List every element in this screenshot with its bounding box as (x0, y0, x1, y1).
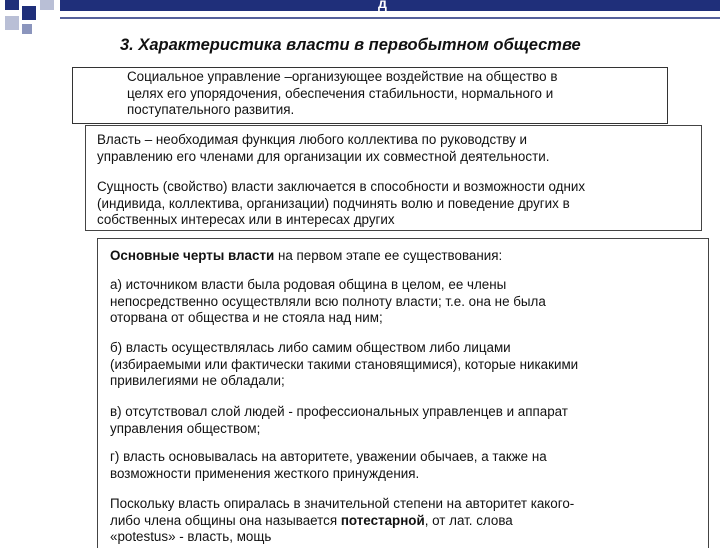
feature-item-c (110, 404, 716, 437)
text-line: возможности применения жесткого принуждения. (110, 465, 420, 481)
essence-text (97, 179, 713, 229)
header-bar (60, 0, 720, 11)
text-line (110, 512, 716, 530)
text-line: оторвана от общества и не стояла над ним; (110, 310, 383, 326)
features-heading-bold: Основные черты власти (110, 248, 275, 263)
decor-square-dark (5, 0, 19, 10)
text-line (110, 248, 716, 265)
decor-square-mid (22, 24, 32, 34)
header-decoration (0, 0, 720, 40)
text-line: Власть – необходимая функция любого коллектива по руководству и (97, 132, 528, 147)
text-line: привилегиями не обладали; (110, 373, 285, 389)
feature-item-d (110, 449, 716, 482)
text-line: непосредственно осуществляли всю полноту власти; т.е. она не была (110, 293, 546, 309)
decor-square-light-2 (40, 0, 54, 10)
term-potestar: потестарной (340, 512, 425, 528)
features-heading-rest: на первом этапе ее существования: (274, 248, 503, 263)
feature-item-b (110, 340, 716, 390)
text-line: (избираемыми или фактически такими становящимися), которые никакими (110, 356, 579, 372)
text-line: Поскольку власть опиралась в значительной степени на авторитет какого- (110, 496, 575, 511)
text-line: Сущность (свойство) власти заключается в способности и возможности одних (97, 179, 586, 194)
text-line: управлению его членами для организации их совместной деятельности. (97, 148, 550, 164)
text-line: «potestus» - власть, мощь (110, 529, 272, 545)
conclusion-part: либо члена общины она называется (110, 512, 341, 528)
text-line: управления обществом; (110, 420, 261, 436)
conclusion-text (110, 496, 716, 546)
conclusion-part: , от лат. слова (424, 512, 513, 528)
text-line: целях его упорядочения, обеспечения стабильности, нормального и (127, 85, 554, 101)
text-line: б) власть осуществлялась либо самим обществом либо лицами (110, 340, 511, 355)
definition-power-text (97, 132, 713, 165)
text-line: собственных интересах или в интересах других (97, 212, 395, 228)
feature-item-a (110, 277, 716, 327)
decor-square-light (5, 16, 19, 30)
text-line: (индивида, коллектива, организации) подчинять волю и поведение других в (97, 195, 570, 211)
text-line: а) источником власти была родовая община в целом, ее члены (110, 277, 507, 292)
slide-title: 3. Характеристика власти в первобытном обществе (120, 36, 581, 54)
features-heading (110, 248, 716, 265)
text-line: Социальное управление –организующее воздействие на общество в (127, 69, 558, 84)
top-fragment: д (378, 0, 387, 11)
text-line: г) власть основывалась на авторитете, уважении обычаев, а также на (110, 449, 547, 464)
decor-square-dark-2 (22, 6, 36, 20)
text-line: поступательного развития. (127, 102, 295, 118)
text-line: в) отсутствовал слой людей - профессиональных управленцев и аппарат (110, 404, 568, 419)
definition-social-text (127, 69, 678, 119)
